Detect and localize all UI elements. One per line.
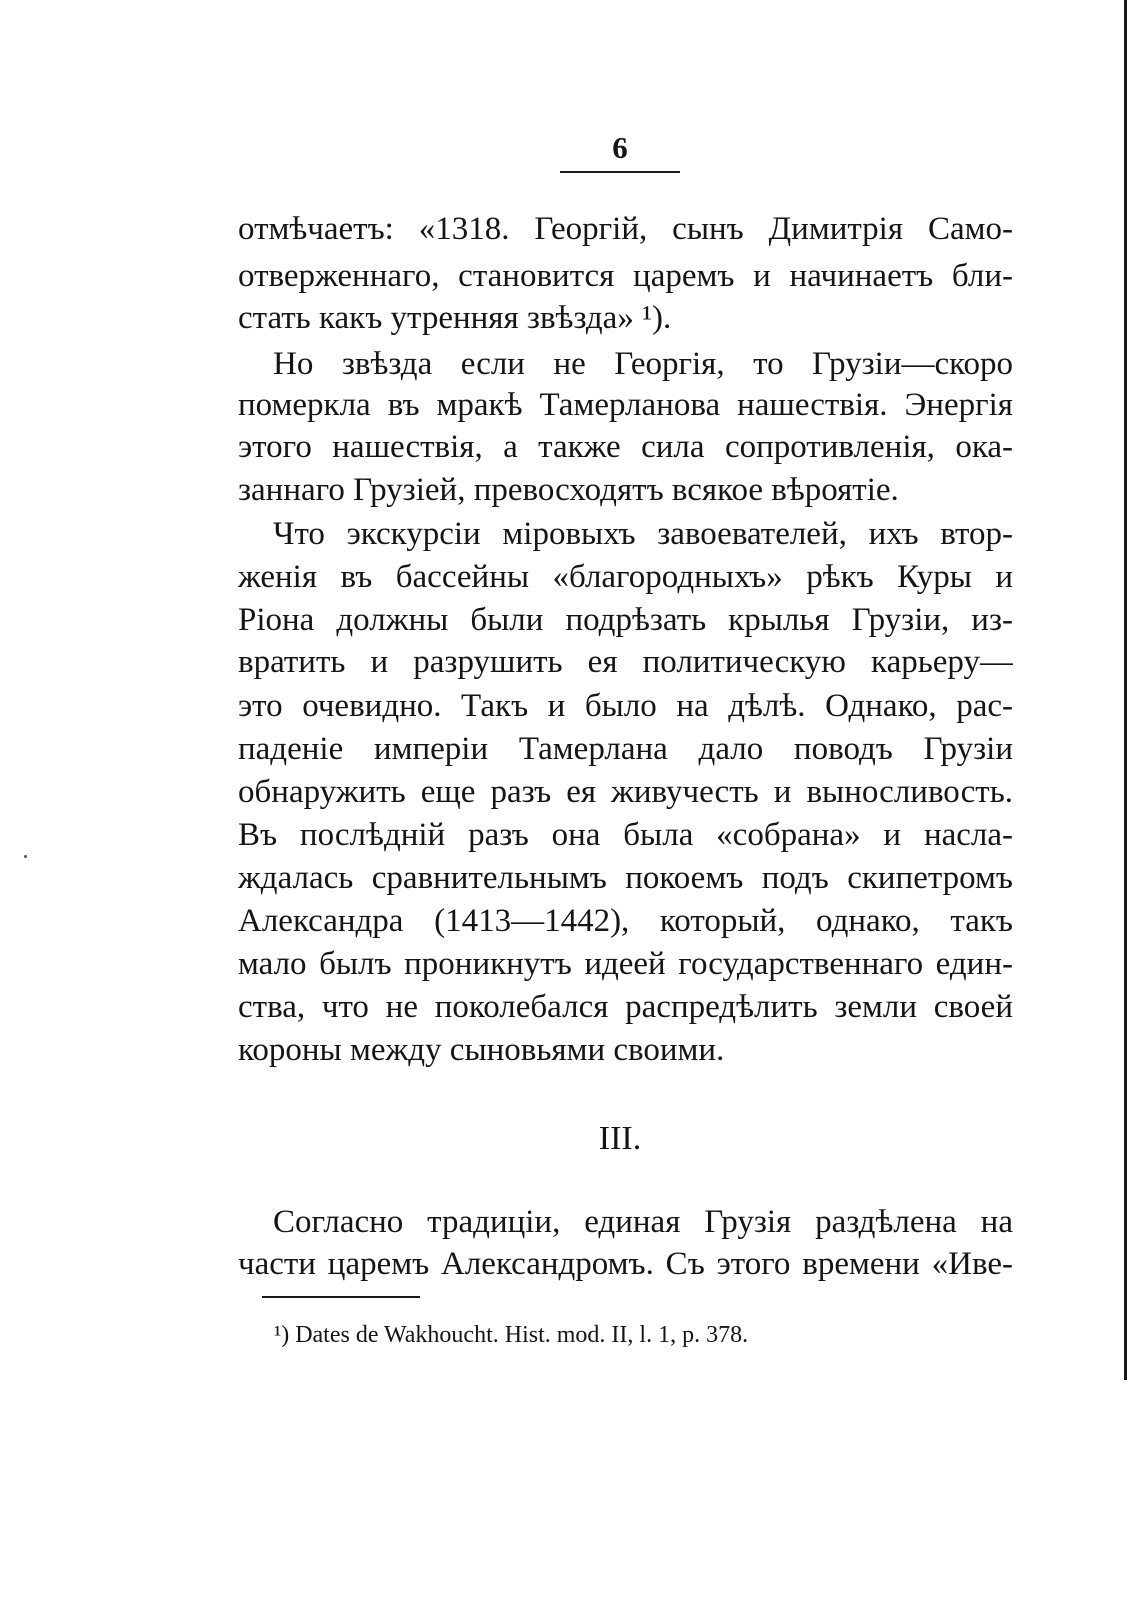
text-line: обнаружить еще разъ ея живучесть и выносливость. xyxy=(238,774,1013,810)
text-line: Ріона должны были подрѣзать крылья Грузіи, из- xyxy=(238,602,1013,638)
page-edge-line xyxy=(1124,0,1127,1380)
text-line: короны между сыновьями своими. xyxy=(238,1032,725,1068)
text-line: заннаго Грузіей, превосходятъ всякое вѣроятіе. xyxy=(238,472,899,508)
text-line: ждалась сравнительнымъ покоемъ подъ скипетромъ xyxy=(238,860,1013,896)
footnote-marker: ¹) xyxy=(274,1322,290,1348)
footnote-rule xyxy=(262,1296,420,1298)
text-line: части царемъ Александромъ. Съ этого времени «Иве- xyxy=(238,1246,1013,1282)
page-number-rule xyxy=(560,171,680,173)
text-line: вратить и разрушить ея политическую карьеру— xyxy=(238,644,1013,680)
text-line: ства, что не поколебался распредѣлить земли своей xyxy=(238,989,1013,1025)
text-line: мало былъ проникнутъ идеей государственнаго един- xyxy=(238,946,1013,982)
text-line: отверженнаго, становится царемъ и начинаетъ бли- xyxy=(238,258,1013,294)
scan-speck xyxy=(24,855,27,858)
text-line: Александра (1413—1442), который, однако, такъ xyxy=(238,903,1013,939)
text-line: Согласно традиціи, единая Грузія раздѣлена на xyxy=(273,1204,1013,1240)
text-line: стать какъ утренняя звѣзда» ¹). xyxy=(238,300,672,336)
text-line: Въ послѣдній разъ она была «собрана» и насла- xyxy=(238,817,1013,853)
text-line: этого нашествія, а также сила сопротивленія, ока- xyxy=(238,429,1013,465)
footnote-text: Dates de Wakhoucht. Hist. mod. II, l. 1, p. 378. xyxy=(295,1322,749,1348)
footnote xyxy=(274,1318,974,1352)
text-line: это очевидно. Такъ и было на дѣлѣ. Однако, рас- xyxy=(238,688,1013,724)
text-line: Но звѣзда если не Георгія, то Грузіи—скоро xyxy=(273,346,1013,382)
text-line: померкла въ мракѣ Тамерланова нашествія. Энергія xyxy=(238,387,1013,423)
section-heading: III. xyxy=(598,1120,642,1157)
text-line: Что экскурсіи міровыхъ завоевателей, ихъ втор- xyxy=(273,516,1013,552)
text-line: паденіе имперіи Тамерлана дало поводъ Грузіи xyxy=(238,731,1013,767)
text-line: женія въ бассейны «благородныхъ» рѣкъ Куры и xyxy=(238,559,1013,595)
page-number: 6 xyxy=(612,130,628,165)
text-line: отмѣчаетъ: «1318. Георгій, сынъ Димитрія Само- xyxy=(238,211,1013,247)
